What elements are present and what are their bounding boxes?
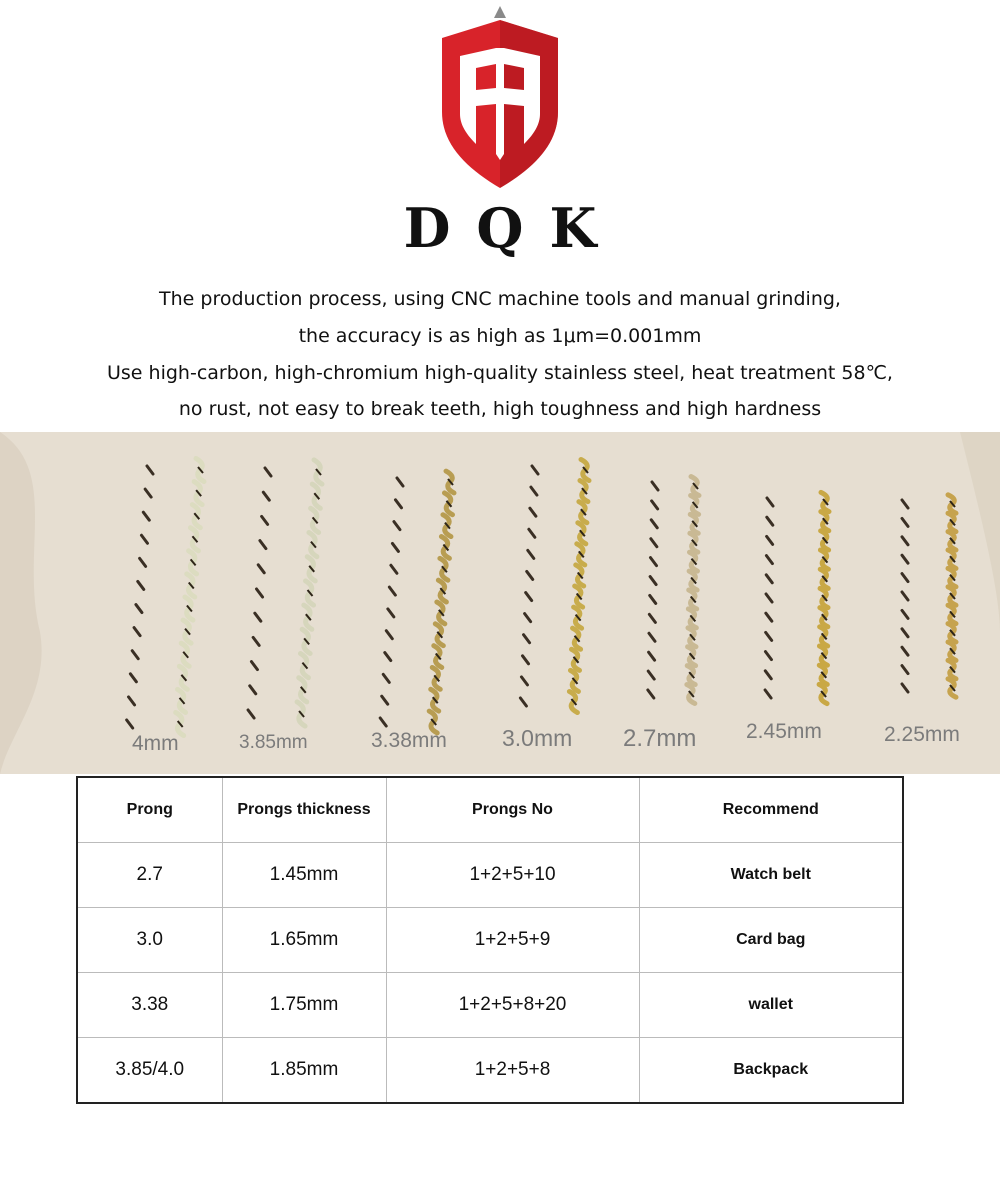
table-row [77,908,903,973]
cell-recommend: Backpack [639,1038,903,1104]
sample-label-2-7mm: 2.7mm [623,725,697,752]
table-row [77,973,903,1038]
cell-thickness: 1.65mm [222,908,386,973]
description-line-1: The production process, using CNC machine tools and manual grinding, [159,288,841,310]
cell-prong: 3.85/4.0 [77,1038,222,1104]
cell-recommend: Card bag [639,908,903,973]
prong-spec-table [76,776,904,1104]
cell-prong: 3.38 [77,973,222,1038]
cell-prong: 3.0 [77,908,222,973]
sample-label-3-0mm: 3.0mm [502,725,573,751]
sample-label-3-38mm: 3.38mm [371,729,447,752]
description-line-2: the accuracy is as high as 1μm=0.001mm [298,325,702,347]
cell-prongs-no: 1+2+5+10 [386,843,639,908]
sample-label-2-45mm: 2.45mm [746,720,822,743]
header-prongs-no: Prongs No [386,777,639,843]
cell-thickness: 1.75mm [222,973,386,1038]
stitch-sample-illustration [0,432,1000,774]
sample-label-4mm: 4mm [132,732,179,755]
header-prong: Prong [77,777,222,843]
table-row [77,1038,903,1104]
cell-thickness: 1.45mm [222,843,386,908]
cell-prong: 2.7 [77,843,222,908]
dqk-logo [430,4,570,194]
description-line-3: Use high-carbon, high-chromium high-quality stainless steel, heat treatment 58℃, [107,362,893,384]
description-line-4: no rust, not easy to break teeth, high toughness and high hardness [178,398,822,420]
sample-label-2-25mm: 2.25mm [884,723,960,746]
brand-name: DQK [403,196,623,260]
shield-logo-icon [430,4,570,194]
cell-recommend: Watch belt [639,843,903,908]
cell-prongs-no: 1+2+5+8 [386,1038,639,1104]
header-recommend: Recommend [639,777,903,843]
header-prongs-thickness: Prongs thickness [222,777,386,843]
cell-prongs-no: 1+2+5+8+20 [386,973,639,1038]
table-header-row [77,777,903,843]
cell-prongs-no: 1+2+5+9 [386,908,639,973]
sample-label-3-85mm: 3.85mm [239,732,308,753]
cell-thickness: 1.85mm [222,1038,386,1104]
table-row [77,843,903,908]
cell-recommend: wallet [639,973,903,1038]
leather-stitch-sample-photo [0,432,1000,774]
